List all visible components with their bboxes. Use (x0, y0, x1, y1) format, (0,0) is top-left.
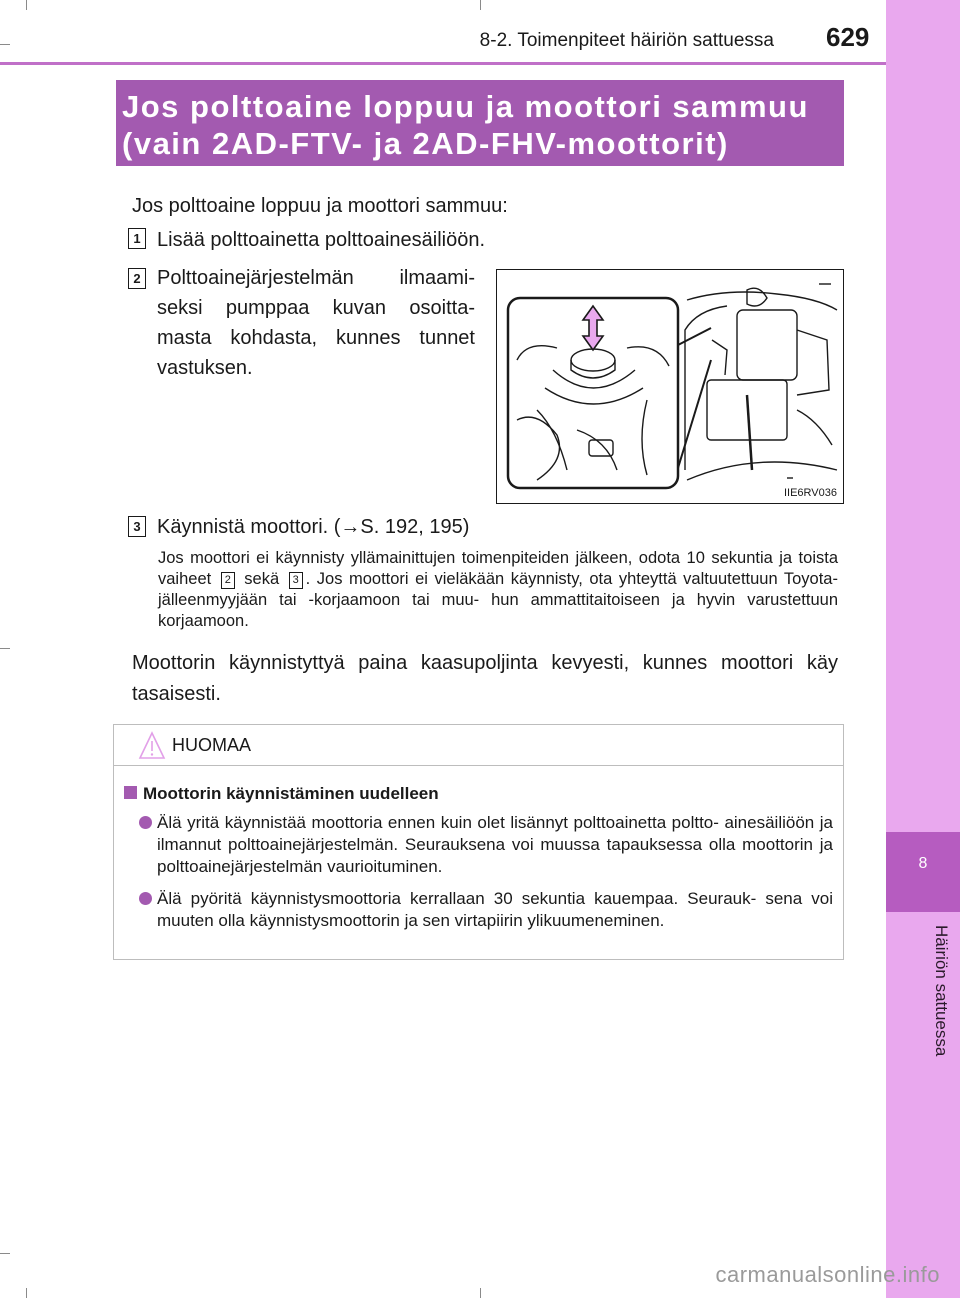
crop-mark (480, 1288, 481, 1298)
page-number: 629 (826, 22, 870, 52)
caution-bullet (139, 812, 833, 878)
caution-heading (124, 784, 439, 804)
step-text-1: Lisää polttoainetta polttoainesäiliöön. (157, 229, 486, 251)
caution-bullet-text: Älä yritä käynnistää moottoria ennen kuin olet lisännyt polttoainetta poltto- ainesäiliöön ja ilmannut polttoainejärjestelmän. Seurauksena voi muussa tapauksessa olla moottorin ja polttoainejärjestelmän vaurioituminen. (157, 813, 833, 876)
section-heading-box (116, 80, 844, 166)
step-text-3: Käynnistä moottori. (→S. 192, 195) (157, 516, 470, 538)
crop-mark (26, 1288, 27, 1298)
chapter-number: 8 (918, 855, 928, 872)
chapter-title: Häiriön sattuessa (932, 925, 951, 1057)
figure-code: IIE6RV036 (783, 487, 837, 499)
crop-mark (0, 44, 10, 45)
crop-mark (26, 0, 27, 10)
caution-divider (114, 765, 843, 766)
crop-mark (0, 648, 10, 649)
chapter-side-tab (886, 0, 960, 1298)
caution-label: HUOMAA (172, 735, 252, 755)
engine-figure (496, 269, 844, 504)
caution-bullet (139, 888, 833, 932)
retry-note (158, 548, 838, 632)
section-heading-line2: (vain 2AD-FTV- ja 2AD-FHV-moottorit) (122, 126, 729, 161)
crop-mark (0, 1253, 10, 1254)
square-bullet-icon (124, 786, 137, 799)
caution-heading-text: Moottorin käynnistäminen uudelleen (143, 784, 439, 803)
round-bullet-icon (139, 892, 152, 905)
step-text-2: Polttoainejärjestelmän ilmaami- seksi pumppaa kuvan osoitta- masta kohdasta, kunnes tunnet vastuksen. (157, 267, 475, 379)
after-start-text: Moottorin käynnistyttyä paina kaasupoljinta kevyesti, kunnes moottori käy tasaisesti. (132, 652, 838, 705)
caution-box (113, 724, 844, 960)
retry-note-mid: sekä (244, 570, 280, 588)
crop-mark (480, 0, 481, 10)
retry-note-part1: Jos moottori ei käynnisty yllämainittujen toimenpiteiden jälkeen, odota 10 sekuntia ja toista vaiheet (158, 549, 838, 588)
warning-triangle-icon (138, 731, 166, 761)
retry-note-part2: . Jos moottori ei vieläkään käynnisty, ota yhteyttä valtuutettuun Toyota-jälleenmyyjään tai -korjaamoon tai muu- hun ammattitaitoiseen ja hyvin varustettuun korjaamoon. (158, 570, 838, 630)
step-number-3: 3 (128, 516, 146, 537)
step-number-2: 2 (128, 268, 146, 289)
step-ref-2: 2 (221, 572, 235, 589)
section-heading-line1: Jos polttoaine loppuu ja moottori sammuu (122, 89, 809, 124)
engine-priming-pump-illustration (497, 270, 843, 503)
intro-text: Jos polttoaine loppuu ja moottori sammuu: (132, 195, 508, 217)
caution-bullet-text: Älä pyöritä käynnistysmoottoria kerrallaan 30 sekuntia kauempaa. Seurauk- sena voi muuten olla käynnistysmoottorin ja sen virtapiirin ylikuumeneminen. (157, 889, 833, 930)
header-rule (0, 62, 886, 65)
section-title: 8-2. Toimenpiteet häiriön sattuessa (479, 30, 774, 51)
round-bullet-icon (139, 816, 152, 829)
step-ref-3: 3 (289, 572, 303, 589)
step-number-1: 1 (128, 228, 146, 249)
watermark: carmanualsonline.info (715, 1262, 940, 1287)
